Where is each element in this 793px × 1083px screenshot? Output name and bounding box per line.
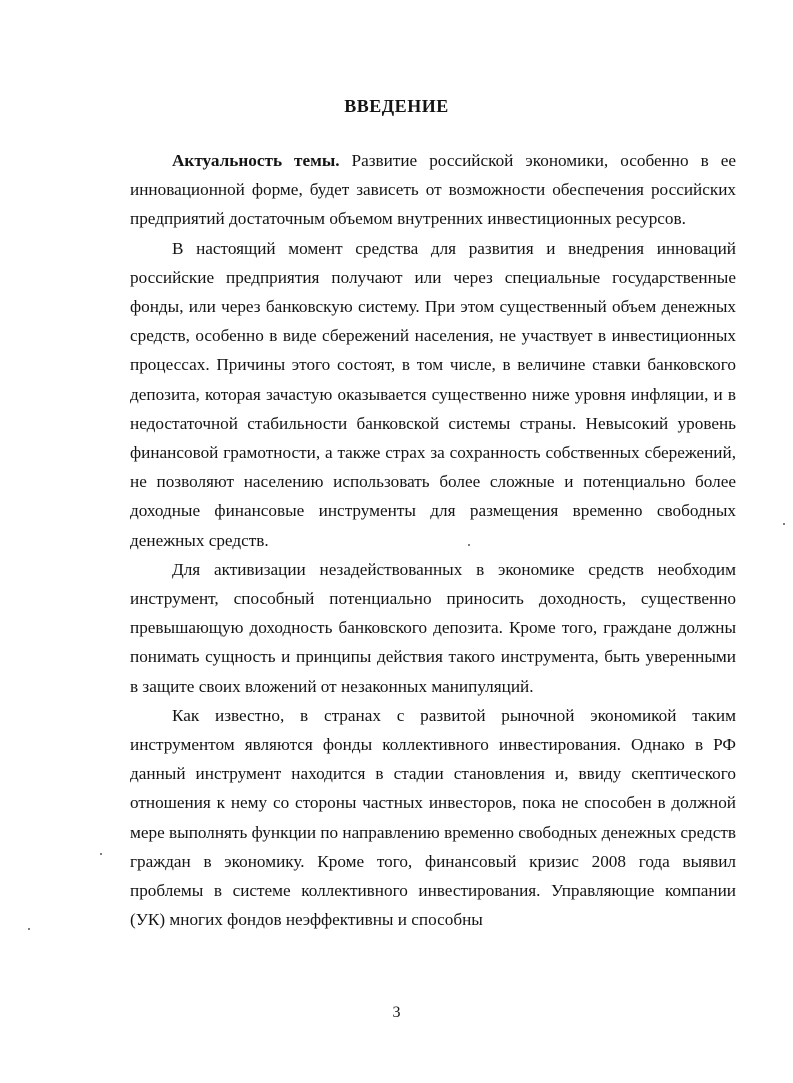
paragraph-relevance bbox=[130, 146, 736, 234]
paragraph-text: Как известно, в странах с развитой рыночной экономикой таким инструментом являются фонды коллективного инвестирования. Однако в РФ данный инструмент находится в стадии становления и, ввиду скептического отношения к нему со стороны частных инвесторов, пока не способен в должной мере выполнять функции по направлению временно свободных денежных средств граждан в экономику. Кроме того, финансовый кризис 2008 года выявил проблемы в системе коллективного инвестирования. Управляющие компании (УК) многих фондов неэффективны и способны bbox=[130, 705, 736, 930]
page-number: 3 bbox=[392, 1004, 401, 1021]
paragraph-text: Развитие российской экономики, особенно в ее инновационной форме, будет зависеть от возможности обеспечения российских предприятий достаточным объемом внутренних инвестиционных ресурсов. bbox=[130, 151, 736, 229]
body-text bbox=[130, 146, 736, 934]
scan-speck bbox=[100, 853, 102, 855]
scan-speck bbox=[468, 544, 470, 546]
scan-speck bbox=[28, 928, 30, 930]
paragraph bbox=[130, 234, 736, 555]
page-title: ВВЕДЕНИЕ bbox=[344, 96, 449, 116]
paragraph bbox=[130, 701, 736, 935]
paragraph-lead: Актуальность темы. bbox=[172, 151, 340, 170]
paragraph bbox=[130, 555, 736, 701]
paragraph-text: Для активизации незадействованных в экономике средств необходим инструмент, способный потенциально приносить доходность, существенно превышающую доходность банковского депозита. Кроме того, граждане должны понимать сущность и принципы действия такого инструмента, быть уверенными в защите своих вложений от незаконных манипуляций. bbox=[130, 559, 736, 696]
scan-speck bbox=[783, 523, 785, 525]
paragraph-text: В настоящий момент средства для развития и внедрения инноваций российские предприятия получают или через специальные государственные фонды, или через банковскую систему. При этом существенный объем денежных средств, особенно в виде сбережений населения, не участвует в инвестиционных процессах. Причины этого состоят, в том числе, в величине ставки банковского депозита, которая зачастую оказывается существенно ниже уровня инфляции, и в недостаточной стабильности банковской системы страны. Невысокий уровень финансовой грамотности, а также страх за сохранность собственных сбережений, не позволяют населению использовать более сложные и потенциально более доходные финансовые инструменты для размещения временно свободных денежных средств. bbox=[130, 238, 736, 550]
